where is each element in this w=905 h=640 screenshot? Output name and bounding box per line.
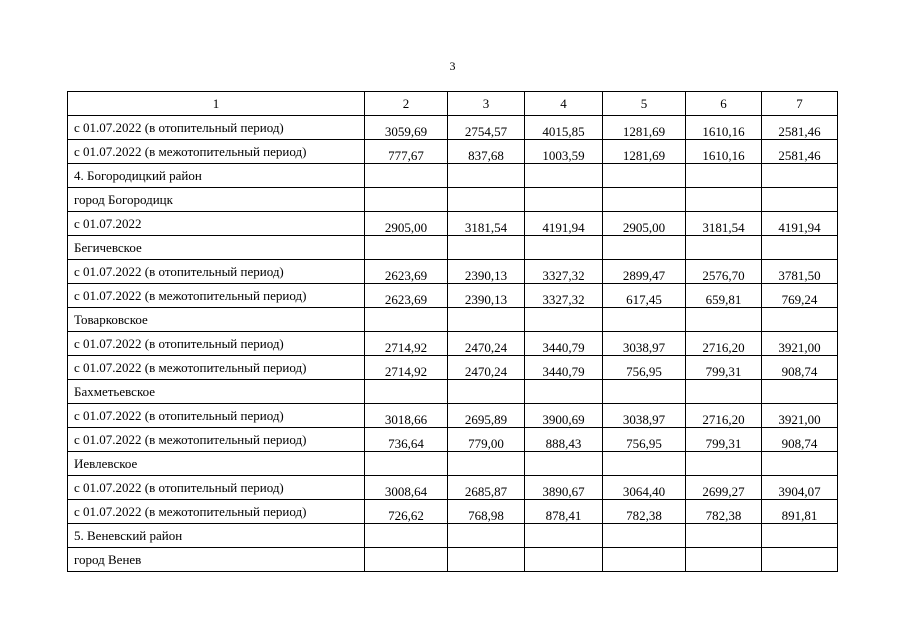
column-header-7: 7 xyxy=(762,92,838,116)
table-cell: 2716,20 xyxy=(686,404,762,428)
table-cell: 2699,27 xyxy=(686,476,762,500)
table-cell xyxy=(365,188,448,212)
table-cell xyxy=(603,548,686,572)
table-row xyxy=(68,524,838,548)
table-cell: 1610,16 xyxy=(686,116,762,140)
table-cell: 1281,69 xyxy=(603,116,686,140)
table-row xyxy=(68,284,838,308)
table-cell xyxy=(603,524,686,548)
table-cell xyxy=(603,236,686,260)
table-cell xyxy=(525,380,603,404)
table-cell: 3038,97 xyxy=(603,332,686,356)
table-cell xyxy=(525,236,603,260)
row-label: с 01.07.2022 (в отопительный период) xyxy=(68,404,365,428)
table-cell xyxy=(448,236,525,260)
table-cell xyxy=(686,164,762,188)
table-cell: 777,67 xyxy=(365,140,448,164)
table-cell: 756,95 xyxy=(603,356,686,380)
table-cell: 4191,94 xyxy=(762,212,838,236)
table-cell: 726,62 xyxy=(365,500,448,524)
table-cell: 2581,46 xyxy=(762,116,838,140)
row-label: 4. Богородицкий район xyxy=(68,164,365,188)
table-cell: 2714,92 xyxy=(365,332,448,356)
table-row xyxy=(68,476,838,500)
table-cell: 1610,16 xyxy=(686,140,762,164)
table-cell xyxy=(603,188,686,212)
table-cell: 3327,32 xyxy=(525,284,603,308)
table-cell: 2623,69 xyxy=(365,284,448,308)
row-label: с 01.07.2022 (в межотопительный период) xyxy=(68,428,365,452)
table-cell xyxy=(525,188,603,212)
table-cell: 3921,00 xyxy=(762,404,838,428)
table-cell: 878,41 xyxy=(525,500,603,524)
row-label: с 01.07.2022 (в отопительный период) xyxy=(68,476,365,500)
table-row xyxy=(68,116,838,140)
table-cell xyxy=(762,524,838,548)
table-cell xyxy=(686,308,762,332)
table-cell: 3181,54 xyxy=(686,212,762,236)
table-cell: 3781,50 xyxy=(762,260,838,284)
table-cell: 3181,54 xyxy=(448,212,525,236)
table-cell: 2623,69 xyxy=(365,260,448,284)
table-row xyxy=(68,380,838,404)
table-cell xyxy=(448,524,525,548)
header-row xyxy=(68,92,838,116)
table-cell: 2470,24 xyxy=(448,356,525,380)
table-row xyxy=(68,428,838,452)
row-label: с 01.07.2022 (в межотопительный период) xyxy=(68,140,365,164)
row-label: с 01.07.2022 (в межотопительный период) xyxy=(68,356,365,380)
table-cell: 2685,87 xyxy=(448,476,525,500)
table-cell: 888,43 xyxy=(525,428,603,452)
table-cell xyxy=(525,452,603,476)
table-cell xyxy=(448,452,525,476)
column-header-1: 1 xyxy=(68,92,365,116)
table-cell: 2754,57 xyxy=(448,116,525,140)
table-cell: 2390,13 xyxy=(448,284,525,308)
table-row xyxy=(68,236,838,260)
table-cell xyxy=(762,188,838,212)
table-row xyxy=(68,404,838,428)
column-header-4: 4 xyxy=(525,92,603,116)
tariff-table xyxy=(67,91,838,572)
table-cell: 782,38 xyxy=(603,500,686,524)
table-cell xyxy=(686,548,762,572)
table-cell xyxy=(525,164,603,188)
table-cell: 2905,00 xyxy=(365,212,448,236)
table-cell: 4015,85 xyxy=(525,116,603,140)
table-body xyxy=(68,116,838,572)
table-row xyxy=(68,260,838,284)
page-number: 3 xyxy=(449,59,456,73)
table-cell xyxy=(448,188,525,212)
table-cell: 799,31 xyxy=(686,356,762,380)
table-cell xyxy=(365,164,448,188)
table-cell xyxy=(448,308,525,332)
row-label: Бахметьевское xyxy=(68,380,365,404)
table-cell: 3900,69 xyxy=(525,404,603,428)
table-row xyxy=(68,332,838,356)
table-cell xyxy=(762,164,838,188)
table-cell: 617,45 xyxy=(603,284,686,308)
table-cell: 3008,64 xyxy=(365,476,448,500)
table-cell: 3327,32 xyxy=(525,260,603,284)
column-header-2: 2 xyxy=(365,92,448,116)
table-cell xyxy=(762,236,838,260)
table-row xyxy=(68,452,838,476)
table-cell: 2390,13 xyxy=(448,260,525,284)
table-cell xyxy=(686,524,762,548)
row-label: 5. Веневский район xyxy=(68,524,365,548)
table-cell xyxy=(686,452,762,476)
table-row xyxy=(68,164,838,188)
table-cell: 3440,79 xyxy=(525,356,603,380)
table-cell: 3904,07 xyxy=(762,476,838,500)
table-row xyxy=(68,356,838,380)
column-header-6: 6 xyxy=(686,92,762,116)
row-label: с 01.07.2022 (в отопительный период) xyxy=(68,260,365,284)
table-cell: 736,64 xyxy=(365,428,448,452)
table-cell xyxy=(365,452,448,476)
table-cell: 4191,94 xyxy=(525,212,603,236)
table-cell: 768,98 xyxy=(448,500,525,524)
table-cell: 3064,40 xyxy=(603,476,686,500)
table-cell: 1003,59 xyxy=(525,140,603,164)
table-row xyxy=(68,308,838,332)
table-row xyxy=(68,548,838,572)
column-header-3: 3 xyxy=(448,92,525,116)
table-cell: 2716,20 xyxy=(686,332,762,356)
row-label: с 01.07.2022 (в отопительный период) xyxy=(68,116,365,140)
table-cell xyxy=(686,236,762,260)
table-cell xyxy=(603,164,686,188)
table-cell xyxy=(762,380,838,404)
table-cell xyxy=(365,524,448,548)
row-label: Бегичевское xyxy=(68,236,365,260)
table-cell xyxy=(365,380,448,404)
table-cell: 2714,92 xyxy=(365,356,448,380)
table-cell: 3038,97 xyxy=(603,404,686,428)
table-cell xyxy=(762,308,838,332)
table-cell xyxy=(448,548,525,572)
table-cell: 2470,24 xyxy=(448,332,525,356)
column-header-5: 5 xyxy=(603,92,686,116)
table-cell: 799,31 xyxy=(686,428,762,452)
row-label: с 01.07.2022 (в межотопительный период) xyxy=(68,284,365,308)
table-cell xyxy=(448,380,525,404)
table-cell: 908,74 xyxy=(762,356,838,380)
table-cell xyxy=(762,452,838,476)
table-cell xyxy=(365,548,448,572)
row-label: город Богородицк xyxy=(68,188,365,212)
table-cell: 3890,67 xyxy=(525,476,603,500)
table-cell: 3440,79 xyxy=(525,332,603,356)
table-cell xyxy=(525,548,603,572)
table-cell xyxy=(603,452,686,476)
table-cell xyxy=(525,524,603,548)
table-cell xyxy=(525,308,603,332)
table-row xyxy=(68,140,838,164)
table-cell xyxy=(603,380,686,404)
table-cell: 779,00 xyxy=(448,428,525,452)
table-cell: 2695,89 xyxy=(448,404,525,428)
table-cell xyxy=(603,308,686,332)
table-cell: 2905,00 xyxy=(603,212,686,236)
row-label: с 01.07.2022 (в отопительный период) xyxy=(68,332,365,356)
table-row xyxy=(68,212,838,236)
table-cell xyxy=(365,236,448,260)
row-label: с 01.07.2022 (в межотопительный период) xyxy=(68,500,365,524)
table-cell: 2899,47 xyxy=(603,260,686,284)
table-cell: 756,95 xyxy=(603,428,686,452)
table-cell: 2576,70 xyxy=(686,260,762,284)
table-cell: 1281,69 xyxy=(603,140,686,164)
table-cell xyxy=(686,380,762,404)
table-cell: 2581,46 xyxy=(762,140,838,164)
table-cell: 782,38 xyxy=(686,500,762,524)
table-cell: 659,81 xyxy=(686,284,762,308)
table-cell: 3059,69 xyxy=(365,116,448,140)
row-label: Иевлевское xyxy=(68,452,365,476)
table-cell: 3921,00 xyxy=(762,332,838,356)
table-row xyxy=(68,188,838,212)
row-label: город Венев xyxy=(68,548,365,572)
table-cell: 837,68 xyxy=(448,140,525,164)
row-label: с 01.07.2022 xyxy=(68,212,365,236)
table-cell xyxy=(448,164,525,188)
row-label: Товарковское xyxy=(68,308,365,332)
table-cell: 891,81 xyxy=(762,500,838,524)
table-row xyxy=(68,500,838,524)
table-header xyxy=(68,92,838,116)
table-cell xyxy=(686,188,762,212)
table-cell xyxy=(762,548,838,572)
table-cell xyxy=(365,308,448,332)
table-cell: 3018,66 xyxy=(365,404,448,428)
table-cell: 908,74 xyxy=(762,428,838,452)
table-cell: 769,24 xyxy=(762,284,838,308)
